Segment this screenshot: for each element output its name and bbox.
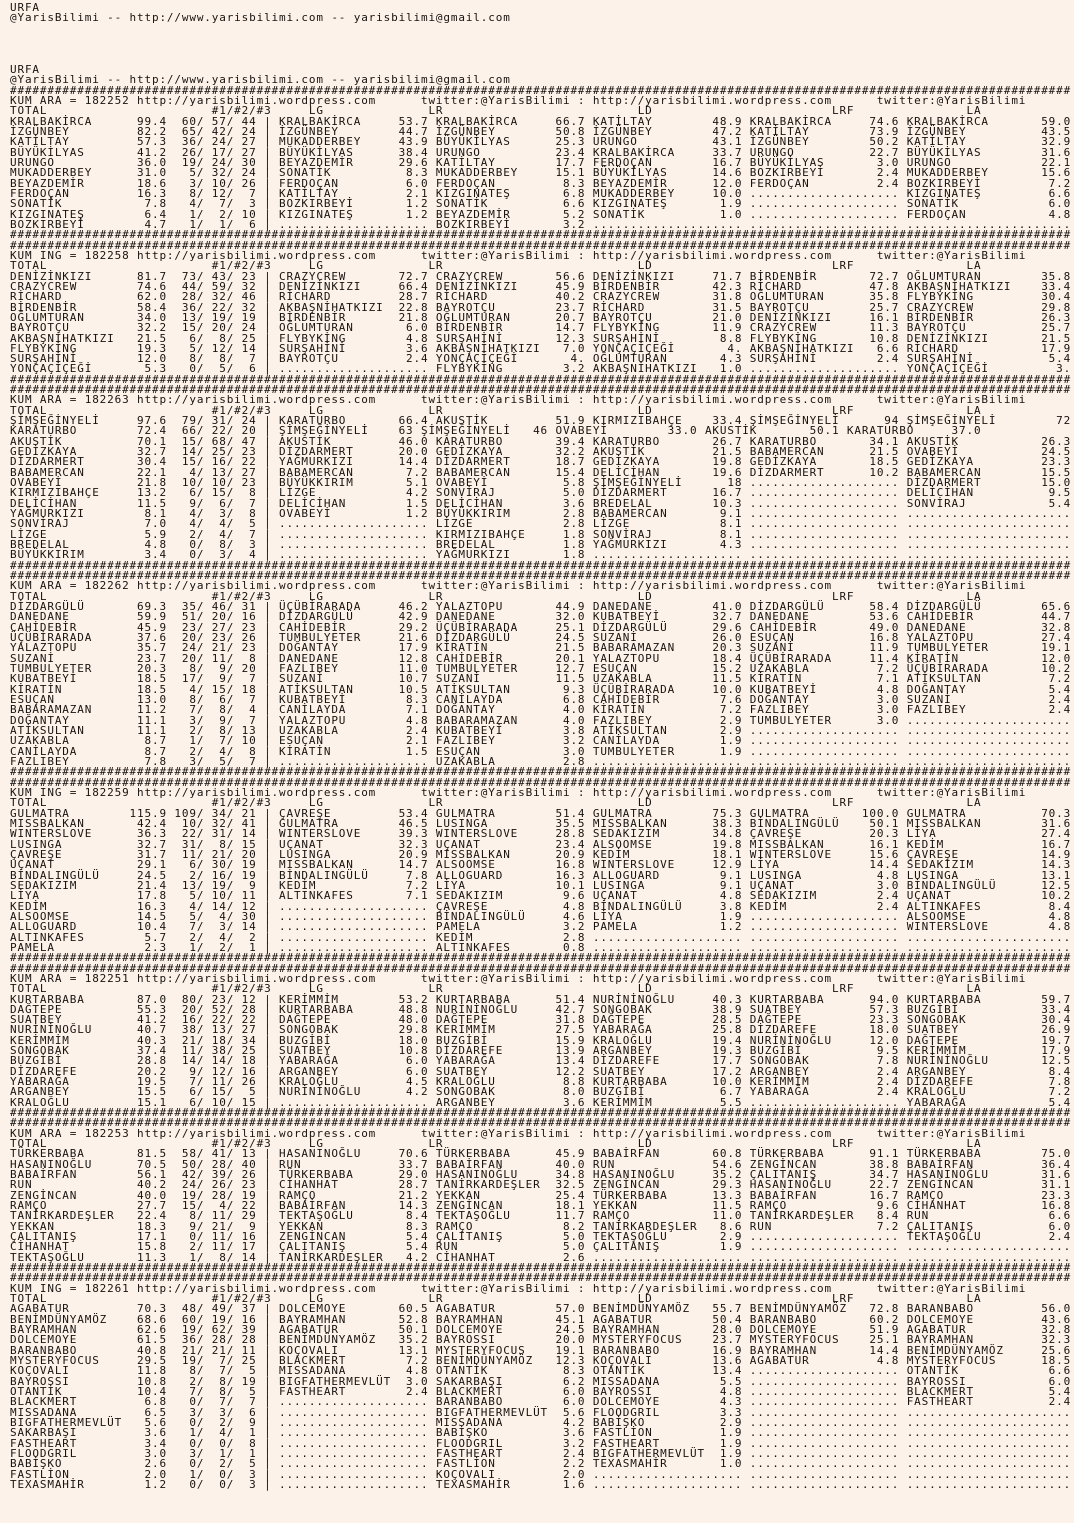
race-stats-section-182261: ############################################################################################################################################## KUM ING = 182261 http://yarisbilimi.wordpress.com twitter:@YarisBilimi : http://yarisbilimi.wordpress.com twitter:@YarisBilimi TOTAL #1/#2/#3 LG LR LD LRF LA AGABATUR 70.3 48/ 49/ 37 | DOLCEMOYE 60.5 AGABATUR 57.0 BENİMDÜNYAMÖZ 55.7 BENİMDÜNYAMÖZ 72.8 BARANBABO 56.0 BENİMDÜNYAMÖZ 68.6 60/ 19/ 16 | BAYRAMHAN 52.8 BAYRAMHAN 45.1 AGABATUR 50.4 BARANBABO 60.2 DOLCEMOYE 43.6 BAYRAMHAN 62.6 19/ 62/ 39 | AGABATUR 50.1 DOLCEMOYE 24.5 BAYRAMHAN 28.0 DOLCEMOYE 51.9 AGABATUR 32.8 DOLCEMOYE 61.5 36/ 28/ 28 | BENİMDÜNYAMÖZ 35.2 BAYROSSI 20.0 MYSTERYFOCUS 23.7 MYSTERYFOCUS 25.1 BAYRAMHAN 32.3 BARANBABO 40.8 21/ 21/ 11 | KOÇOVALI 13.1 MYSTERYFOCUS 19.1 BARANBABO 16.9 BAYRAMHAN 14.4 BENİMDÜNYAMÖZ 25.6 MYSTERYFOCUS 29.5 19/ 7/ 25 | BLACKMERT 7.2 BENİMDÜNYAMÖZ 12.3 KOÇOVALI 13.6 AGABATUR 4.8 MYSTERYFOCUS 18.5 KOÇOVALI 11.8 8/ 7/ 5 | MISSADANA 4.8 OTANTİK 8.3 OTANTİK 13.4 .................... OTANTİK 6.6 BAYROSSI 10.8 2/ 8/ 19 | BIGFATHERMEVLÜT 3.0 SAKARBAŞI 6.2 MISSADANA 5.5 .................... BAYROSSI 6.0 OTANTİK 10.4 7/ 8/ 5 | FASTHEART 2.4 BLACKMERT 6.0 BAYROSSI 4.8 .................... BLACKMERT 5.4 BLACKMERT 6.8 0/ 7/ 7 | .................... BARANBABO 6.0 DOLCEMOYE 4.3 .................... FASTHEART 2.4 MISSADANA 6.5 3/ 3/ 6 | .................... BIGFATHERMEVLÜT 5.6 FLOODGRIL 3.3 .................... ...................... BIGFATHERMEVLÜT 5.6 0/ 2/ 9 | .................... MISSADANA 4.2 BABİŞKO 2.9 .................... ...................... SAKARBAŞI 3.6 1/ 4/ 1 | .................... BABİŞKO 3.6 FASTLİON 1.9 .................... ...................... FASTHEART 3.4 0/ 0/ 8 | .................... FLOODGRIL 3.2 FASTHEART 1.9 .................... ...................... FLOODGRIL 3.0 3/ 1/ 1 | .................... FASTHEART 2.4 BIGFATHERMEVLÜT 1.9 .................... ...................... BABİŞKO 2.6 0/ 2/ 5 | .................... FASTLİON 2.2 TEXASMAHİR 1.0 .................... ...................... FASTLİON 2.0 1/ 0/ 3 | .................... KOÇOVALI 2.0 .................... .................... ...................... TEXASMAHİR 1.2 0/ 0/ 3 | .................... TEXASMAHİR 1.6 .................... .................... ...................... (10, 1271, 1072, 1491)
race-stats-section-182252: ############################################################################################################################################## KUM ARA = 182252 http://yarisbilimi.wordpress.com twitter:@YarisBilimi : http://yarisbilimi.wordpress.com twitter:@YarisBilimi TOTAL #1/#2/#3 LG LR LD LRF LA KRALBAKİRCA 99.4 60/ 57/ 44 | KRALBAKİRCA 53.7 KRALBAKİRCA 66.7 KATİLTAY 48.9 KRALBAKİRCA 74.6 KRALBAKİRCA 59.0 İZGÜNBEY 82.2 65/ 42/ 24 | İZGÜNBEY 44.7 İZGÜNBEY 50.8 İZGÜNBEY 47.2 KATİLTAY 73.9 İZGÜNBEY 43.5 KATİLTAY 57.3 36/ 24/ 27 | MUKADDERBEY 43.9 BÜYÜKİLYAS 25.3 URUNGO 43.1 İZGÜNBEY 50.2 KATİLTAY 32.9 BÜYÜKİLYAS 41.2 26/ 17/ 27 | BÜYÜKİLYAS 38.4 URUNGO 23.4 KRALBAKİRCA 33.7 URUNGO 22.7 BÜYÜKİLYAS 31.6 URUNGO 36.0 19/ 24/ 30 | BEYAZDEMİR 29.6 KATİLTAY 17.7 FERDOÇAN 16.7 BÜYÜKİLYAS 3.0 URUNGO 22.1 MUKADDERBEY 31.0 5/ 32/ 24 | SONATİK 8.3 MUKADDERBEY 15.1 BÜYÜKİLYAS 14.6 BOZKIRBEYİ 2.4 MUKADDERBEY 15.6 BEYAZDEMİR 18.6 3/ 10/ 26 | FERDOÇAN 6.0 FERDOÇAN 8.3 BEYAZDEMİR 12.0 FERDOÇAN 2.4 BOZKIRBEYİ 7.2 FERDOÇAN 16.3 8/ 12/ 7 | KATİLTAY 2.1 KIZGINATEŞ 6.8 MUKADDERBEY 10.0 .................... KIZGINATEŞ 6.6 SONATİK 7.8 4/ 7/ 3 | BOZKIRBEYİ 1.2 SONATİK 6.6 KIZGINATEŞ 1.9 .................... SONATİK 6.0 KIZGINATEŞ 6.4 1/ 2/ 10 | KIZGINATEŞ 1.2 BEYAZDEMİR 5.2 SONATİK 1.0 .................... FERDOÇAN 4.8 BOZKIRBEYİ 4.7 1/ 1/ 6 | .................... BOZKIRBEYİ 3.2 .................... .................... ...................... ############################################################################################################################################## (10, 83, 1072, 242)
race-stats-section-182262: ############################################################################################################################################## KUM ARA = 182262 http://yarisbilimi.wordpress.com twitter:@YarisBilimi : http://yarisbilimi.wordpress.com twitter:@YarisBilimi TOTAL #1/#2/#3 LG LR LD LRF LA DİZDARGÜLÜ 69.3 35/ 46/ 31 | ÜÇÜBİRARADA 46.2 YALAZTOPU 44.9 DANEDANE 41.0 DİZDARGÜLÜ 58.4 DİZDARGÜLÜ 65.6 DANEDANE 59.9 51/ 20/ 16 | DİZDARGÜLÜ 42.9 DANEDANE 32.0 KUBATBEYİ 32.7 DANEDANE 53.6 CAHİDEBİR 44.7 CAHİDEBİR 45.9 23/ 27/ 23 | CAHİDEBİR 29.2 ÜÇÜBİRARADA 25.1 DİZDARGÜLÜ 29.6 CAHİDEBİR 49.0 DANEDANE 32.8 ÜÇÜBİRARADA 37.6 20/ 23/ 26 | TUMBULYETER 21.6 DİZDARGÜLÜ 24.5 SUZANİ 26.0 ESUÇAN 16.8 YALAZTOPU 27.4 YALAZTOPU 35.7 24/ 21/ 23 | DOĞANTAY 17.9 KİRATİN 21.5 BABARAMAZAN 20.3 SUZANİ 11.9 TUMBULYETER 19.1 SUZANİ 23.7 20/ 11/ 8 | DANEDANE 12.8 CAHİDEBİR 20.1 YALAZTOPU 18.4 ÜÇÜBİRARADA 11.4 KİRATİN 12.0 TUMBULYETER 20.3 8/ 9/ 20 | FAZLIBEY 11.0 TUMBULYETER 12.7 ESUÇAN 15.2 UZAKABLA 7.2 ÜÇÜBİRARADA 10.2 KUBATBEYİ 18.5 17/ 9/ 7 | SUZANİ 10.7 SUZANİ 11.5 UZAKABLA 11.5 KİRATİN 7.1 ATİKSULTAN 7.2 KİRATİN 18.5 4/ 15/ 18 | ATİKSULTAN 10.5 ATİKSULTAN 9.3 ÜÇÜBİRARADA 10.0 KUBATBEYİ 4.8 DOĞANTAY 5.4 ESUÇAN 13.0 8/ 6/ 7 | KUBATBEYİ 8.3 CANİLAYDA 6.8 CAHİDEBİR 7.6 DOĞANTAY 3.0 SUZANİ 2.4 BABARAMAZAN 11.2 7/ 8/ 4 | CANİLAYDA 7.1 DOĞANTAY 4.0 KİRATİN 7.2 FAZLIBEY 3.0 FAZLIBEY 2.4 DOĞANTAY 11.1 3/ 9/ 7 | YALAZTOPU 4.8 BABARAMAZAN 4.0 FAZLIBEY 2.9 TUMBULYETER 3.0 ...................... ATİKSULTAN 11.1 2/ 8/ 13 | UZAKABLA 2.4 KUBATBEYİ 3.8 ATİKSULTAN 2.9 .................... ...................... UZAKABLA 8.7 1/ 7/ 10 | ESUÇAN 2.1 FAZLIBEY 3.2 CANİLAYDA 1.9 .................... ...................... CANİLAYDA 8.7 2/ 4/ 8 | KİRATİN 1.5 ESUÇAN 3.0 TUMBULYETER 1.9 .................... ...................... FAZLIBEY 7.8 3/ 5/ 7 | .................... UZAKABLA 2.8 .................... .................... ...................... ############################################################################################################################################## (10, 569, 1072, 779)
race-stats-section-182251: ############################################################################################################################################## KUM ARA = 182251 http://yarisbilimi.wordpress.com twitter:@YarisBilimi : http://yarisbilimi.wordpress.com twitter:@YarisBilimi TOTAL #1/#2/#3 LG LR LD LRF LA KURTARBABA 87.0 80/ 23/ 12 | KERİMMİM 53.2 KURTARBABA 51.4 NURİNİNOĞLU 40.3 KURTARBABA 94.0 KURTARBABA 59.7 DAĞTEPE 55.3 20/ 52/ 28 | KURTARBABA 48.8 NURİNİNOĞLU 42.7 SONGOBAK 38.9 SUATBEY 57.3 BUZGİBİ 33.4 SUATBEY 41.2 16/ 22/ 22 | DAĞTEPE 48.0 DAĞTEPE 31.8 DAĞTEPE 28.5 DAĞTEPE 23.3 SONGOBAK 30.4 NURİNİNOĞLU 40.7 38/ 13/ 27 | SONGOBAK 29.8 KERİMMİM 27.5 YABARAĞA 25.8 DİZDAREFE 18.0 SUATBEY 26.9 KERİMMİM 40.3 21/ 18/ 34 | BUZGİBİ 18.0 BUZGİBİ 15.9 KRALOĞLU 19.4 NURİNİNOĞLU 12.0 DAĞTEPE 19.7 SONGOBAK 37.4 11/ 38/ 25 | SUATBEY 10.8 DİZDAREFE 13.9 ARGANBEY 19.3 BUZGİBİ 9.5 KERİMMİM 17.9 BUZGİBİ 28.8 14/ 14/ 18 | YABARAĞA 6.0 YABARAĞA 13.4 DİZDAREFE 17.7 SONGOBAK 7.8 NURİNİNOĞLU 12.5 DİZDAREFE 20.2 9/ 12/ 16 | ARGANBEY 6.0 SUATBEY 12.2 SUATBEY 17.2 ARGANBEY 2.4 ARGANBEY 8.4 YABARAĞA 19.5 7/ 11/ 26 | KRALOĞLU 4.5 KRALOĞLU 8.8 KURTARBABA 10.0 KERİMMİM 2.4 DİZDAREFE 7.8 ARGANBEY 15.5 6/ 15/ 5 | NURİNİNOĞLU 4.2 SONGOBAK 8.0 BUZGİBİ 6.7 YABARAĞA 2.4 KRALOĞLU 7.2 KRALOĞLU 15.1 6/ 10/ 15 | .................... ARGANBEY 3.6 KERİMMİM 5.5 .................... YABARAĞA 5.4 ############################################################################################################################################## (10, 961, 1072, 1120)
race-stats-section-182259: ############################################################################################################################################## KUM ING = 182259 http://yarisbilimi.wordpress.com twitter:@YarisBilimi : http://yarisbilimi.wordpress.com twitter:@YarisBilimi TOTAL #1/#2/#3 LG LR LD LRF LA GULMATRA 115.9 109/ 34/ 21 | ÇAVREŞE 53.4 GULMATRA 51.4 GULMATRA 75.3 GULMATRA 100.0 GULMATRA 70.3 MISSBALKAN 42.4 10/ 32/ 41 | GULMATRA 46.5 LUSINGA 35.5 MISSBALKAN 38.3 BİNDALINGÜLÜ 50.1 MISSBALKAN 31.6 WINTERSLOVE 36.3 22/ 31/ 14 | WINTERSLOVE 39.3 WINTERSLOVE 28.8 SEDAKIZIM 34.8 ÇAVREŞE 20.3 LİYA 27.4 LUSINGA 32.7 31/ 8/ 15 | UÇANAT 32.3 UÇANAT 23.4 ALSOOMSE 19.8 MISSBALKAN 16.1 KEDİM 16.7 ÇAVREŞE 31.7 11/ 21/ 20 | LUSINGA 20.9 MISSBALKAN 20.9 KEDİM 18.1 WINTERSLOVE 15.6 ÇAVREŞE 14.9 UÇANAT 29.1 6/ 30/ 19 | MISSBALKAN 14.7 ALSOOMSE 16.8 WINTERSLOVE 12.9 LİYA 14.4 SEDAKIZIM 14.3 BİNDALINGÜLÜ 24.5 2/ 16/ 19 | BİNDALINGÜLÜ 7.8 ALLOGUARD 16.3 ALLOGUARD 9.1 LUSINGA 4.8 LUSINGA 13.1 SEDAKIZIM 21.4 13/ 19/ 9 | KEDİM 7.2 LİYA 10.1 LUSINGA 9.1 UÇANAT 3.0 BİNDALINGÜLÜ 12.5 LİYA 17.8 5/ 10/ 11 | ALTINKAFES 7.1 SEDAKIZIM 9.6 UÇANAT 4.8 SEDAKIZIM 2.4 UÇANAT 10.2 KEDİM 16.3 4/ 14/ 12 | .................... ÇAVREŞE 4.8 BİNDALINGÜLÜ 3.8 KEDİM 2.4 ALTINKAFES 8.4 ALSOOMSE 14.5 5/ 4/ 30 | .................... BİNDALINGÜLÜ 4.6 LİYA 1.9 .................... ALSOOMSE 4.8 ALLOGUARD 10.4 7/ 3/ 14 | .................... PAMELA 3.2 PAMELA 1.2 .................... WINTERSLOVE 4.8 ALTINKAFES 5.7 2/ 4/ 2 | .................... KEDİM 2.8 .................... .................... ...................... PAMELA 2.3 1/ 2/ 1 | .................... ALTINKAFES 0.8 .................... .................... ...................... ############################################################################################################################################## (10, 775, 1072, 965)
race-stats-section-182258: ############################################################################################################################################## KUM ING = 182258 http://yarisbilimi.wordpress.com twitter:@YarisBilimi : http://yarisbilimi.wordpress.com twitter:@YarisBilimi TOTAL #1/#2/#3 LG LR LD LRF LA DENİZİNKIZI 81.7 73/ 43/ 23 | CRAZYCREW 72.7 CRAZYCREW 56.6 DENİZİNKIZI 71.7 BİRDENBİR 72.7 OĞLUMTURAN 35.8 CRAZYCREW 74.6 44/ 59/ 32 | DENİZİNKIZI 66.4 DENİZİNKIZI 45.9 BİRDENBİR 42.3 RİCHARD 47.8 AKBAŞNİHATKIZI 33.4 RİCHARD 62.0 28/ 32/ 46 | RİCHARD 28.7 RİCHARD 40.2 CRAZYCREW 31.8 OĞLUMTURAN 35.8 FLYBYKİNG 30.4 BİRDENBİR 58.4 36/ 22/ 32 | AKBAŞNİHATKIZI 22.8 BAYROTÇU 23.7 RİCHARD 31.5 BAYROTÇU 25.7 CRAZYCREW 29.8 OĞLUMTURAN 34.0 13/ 19/ 19 | BİRDENBİR 21.8 OĞLUMTURAN 20.7 BAYROTÇU 21.0 DENİZİNKIZI 16.1 BİRDENBİR 26.3 BAYROTÇU 32.2 15/ 20/ 24 | OĞLUMTURAN 6.0 BİRDENBİR 14.7 FLYBYKİNG 11.9 CRAZYCREW 11.3 BAYROTÇU 25.7 AKBAŞNİHATKIZI 21.5 6/ 8/ 25 | FLYBYKİNG 4.8 SURŞAHİNİ 12.3 SURŞAHİNİ 8.8 FLYBYKİNG 10.8 DENİZİNKIZI 21.5 FLYBYKİNG 19.3 5/ 12/ 14 | SURŞAHİNİ 3.6 AKBAŞNİHATKIZI 7.0 YONÇAÇİÇEĞİ 4. AKBAŞNİHATKIZI 6.6 RİCHARD 17.9 SURŞAHİNİ 12.0 8/ 8/ 7 | BAYROTÇU 2.4 YONÇAÇİÇEĞİ 4. OĞLUMTURAN 4.3 SURŞAHİNİ 2.4 SURŞAHİNİ 5.4 YONÇAÇİÇEĞİ 5.3 0/ 5/ 6 | .................... FLYBYKİNG 3.2 AKBAŞNİHATKIZI 1.0 .................... YONÇAÇİÇEĞİ 3. ############################################################################################################################################## (10, 238, 1072, 386)
intro-header: URFA @YarisBilimi -- http://www.yarisbilimi.com -- yarisbilimi@gmail.com URFA @YarisBilimi -- http://www.yarisbilimi.com -- yarisbilimi@gmail.com (10, 1, 511, 87)
race-sections-container (10, 83, 1074, 1491)
race-stats-section-182253: ############################################################################################################################################## KUM ARA = 182253 http://yarisbilimi.wordpress.com twitter:@YarisBilimi : http://yarisbilimi.wordpress.com twitter:@YarisBilimi TOTAL #1/#2/#3 LG LR LD LRF LA TÜRKERBABA 81.5 58/ 41/ 13 | HASANINOĞLU 70.6 TÜRKERBABA 45.9 BABAİRFAN 60.8 TÜRKERBABA 91.1 TÜRKERBABA 75.0 HASANINOĞLU 70.5 50/ 28/ 40 | RUN 33.7 BABAİRFAN 40.0 RUN 54.6 ZENGİNCAN 38.8 BABAİRFAN 36.4 BABAİRFAN 56.1 42/ 39/ 26 | TÜRKERBABA 29.0 HASANINOĞLU 34.8 HASANINOĞLU 35.2 ÇALITANIŞ 34.7 HASANINOĞLU 31.6 RUN 40.2 24/ 26/ 23 | CİHANHAT 28.7 TANİRKARDEŞLER 32.5 ZENGİNCAN 29.3 HASANINOĞLU 22.7 ZENGİNCAN 31.1 ZENGİNCAN 40.0 19/ 28/ 19 | RAMÇO 21.2 YEKKAN 25.4 TÜRKERBABA 13.3 BABAİRFAN 16.7 RAMÇO 23.3 RAMÇO 27.7 15/ 4/ 22 | BABAİRFAN 14.3 ZENGİNCAN 18.1 YEKKAN 11.5 RAMÇO 9.6 CİHANHAT 16.8 TANİRKARDEŞLER 22.4 8/ 11/ 29 | TEKTAŞOĞLU 8.4 TEKTAŞOĞLU 11.7 RAMÇO 11.0 TANİRKARDEŞLER 8.4 RUN 6.6 YEKKAN 18.3 9/ 21/ 9 | YEKKAN 8.3 RAMÇO 8.2 TANİRKARDEŞLER 8.6 RUN 7.2 ÇALITANIŞ 6.0 ÇALITANIŞ 17.1 0/ 11/ 16 | ZENGİNCAN 5.4 ÇALITANIŞ 5.0 TEKTAŞOĞLU 2.9 .................... TEKTAŞOĞLU 2.4 CİHANHAT 15.8 2/ 11/ 17 | ÇALITANIŞ 5.4 RUN 5.0 ÇALITANIŞ 1.9 .................... ...................... TEKTAŞOĞLU 11.3 1/ 8/ 14 | TANİRKARDEŞLER 4.2 CİHANHAT 2.6 .................... .................... ...................... ############################################################################################################################################## (10, 1116, 1072, 1275)
race-stats-section-182263: ############################################################################################################################################## KUM ARA = 182263 http://yarisbilimi.wordpress.com twitter:@YarisBilimi : http://yarisbilimi.wordpress.com twitter:@YarisBilimi TOTAL #1/#2/#3 LG LR LD LRF LA ŞİMŞEĞİNYELİ 97.6 79/ 31/ 24 | KARATURBO 66.4 AKUSTİK 51.9 KIRMIZIBAHÇE 33.4 ŞİMŞEĞİNYELİ 94 ŞİMŞEĞİNYELİ 72 KARATURBO 72.4 66/ 22/ 20 | ŞİMŞEĞİNYELİ 63 ŞİMŞEĞİNYELİ 46 OVABEYİ 33.0 AKUSTİK 50.1 KARATURBO 37.0 AKUSTİK 70.1 15/ 68/ 47 | AKUSTİK 46.0 KARATURBO 39.4 KARATURBO 26.7 KARATURBO 34.1 AKUSTİK 26.3 GEDİZKAYA 32.7 14/ 25/ 23 | DİZDARMERT 20.0 GEDİZKAYA 32.2 AKUSTİK 21.5 BABAMERCAN 21.5 OVABEYİ 24.5 DİZDARMERT 30.4 15/ 16/ 22 | YAĞMURKIZI 14.4 DİZDARMERT 18.7 GEDİZKAYA 19.8 GEDİZKAYA 18.5 GEDİZKAYA 23.3 BABAMERCAN 22.1 4/ 13/ 27 | BABAMERCAN 7.2 BABAMERCAN 15.4 DELİCİHAN 19.6 DİZDARMERT 10.2 BABAMERCAN 15.5 OVABEYİ 21.8 10/ 10/ 23 | BÜYÜKKIRIM 5.1 OVABEYİ 5.8 ŞİMŞEĞİNYELİ 18 .................... DİZDARMERT 15.0 KIRMIZIBAHÇE 13.2 6/ 15/ 8 | LİZGE 4.2 SONVİRAJ 5.0 DİZDARMERT 16.7 .................... DELİCİHAN 9.5 DELİCİHAN 11.5 9/ 6/ 7 | DELİCİHAN 1.5 DELİCİHAN 3.6 BREDELAL 10.3 .................... SONVİRAJ 5.4 YAĞMURKIZI 8.1 4/ 3/ 8 | OVABEYİ 1.2 BÜYÜKKIRIM 2.8 BABAMERCAN 9.1 .................... ...................... SONVİRAJ 7.0 4/ 4/ 5 | .................... LİZGE 2.8 LİZGE 8.1 .................... ...................... LİZGE 5.9 2/ 4/ 7 | .................... KIRMIZIBAHÇE 1.8 SONVİRAJ 8.1 .................... ...................... BREDELAL 4.8 0/ 8/ 3 | .................... BREDELAL 1.8 YAĞMURKIZI 4.3 .................... ...................... BÜYÜKKIRIM 3.4 0/ 3/ 4 | .................... YAĞMURKIZI 1.8 .................... .................... ...................... ############################################################################################################################################## (10, 383, 1072, 572)
